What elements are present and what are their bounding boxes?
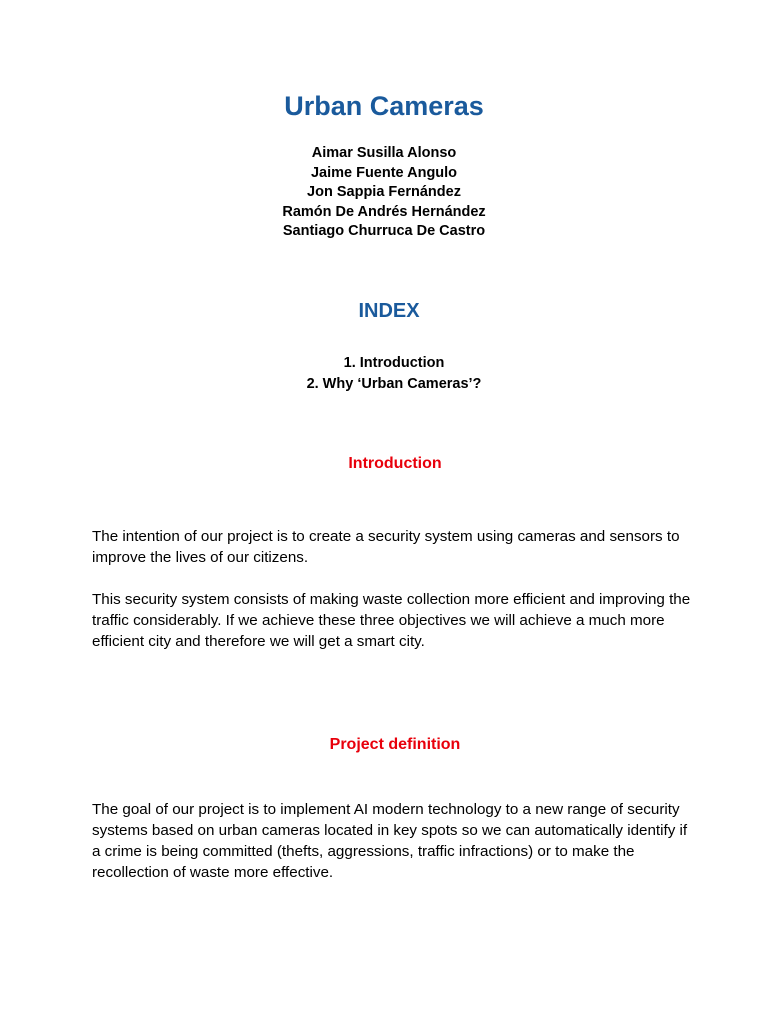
introduction-paragraph: This security system consists of making waste collection more efficient and improving the traffic considerably. If we achieve these three objectives we will achieve a much more efficient city and therefore we will get a smart city. bbox=[92, 591, 691, 650]
introduction-heading: Introduction bbox=[348, 455, 442, 472]
index-item-introduction: 1. Introduction bbox=[343, 355, 445, 371]
author-list bbox=[0, 144, 768, 242]
author-name: Jaime Fuente Angulo bbox=[310, 164, 458, 181]
index-item-why-urban-cameras: 2. Why ‘Urban Cameras’? bbox=[306, 376, 482, 392]
author-name: Aimar Susilla Alonso bbox=[311, 145, 457, 161]
project-definition-heading: Project definition bbox=[329, 736, 461, 753]
project-definition-paragraph: The goal of our project is to implement AI modern technology to a new range of security systems based on urban cameras located in key spots so we can automatically identify if a crime is being committed (thefts, aggressions, traffic infractions) or to make the recollection of waste more effective. bbox=[92, 801, 688, 881]
author-name: Santiago Churruca De Castro bbox=[282, 223, 486, 239]
document-title: Urban Cameras bbox=[284, 91, 484, 121]
index-list bbox=[0, 353, 768, 395]
index-heading: INDEX bbox=[358, 300, 420, 322]
author-name: Jon Sappia Fernández bbox=[307, 184, 461, 200]
author-name: Ramón De Andrés Hernández bbox=[282, 203, 486, 220]
introduction-paragraph: The intention of our project is to create a security system using cameras and sensors to improve the lives of our citizens. bbox=[92, 528, 680, 566]
